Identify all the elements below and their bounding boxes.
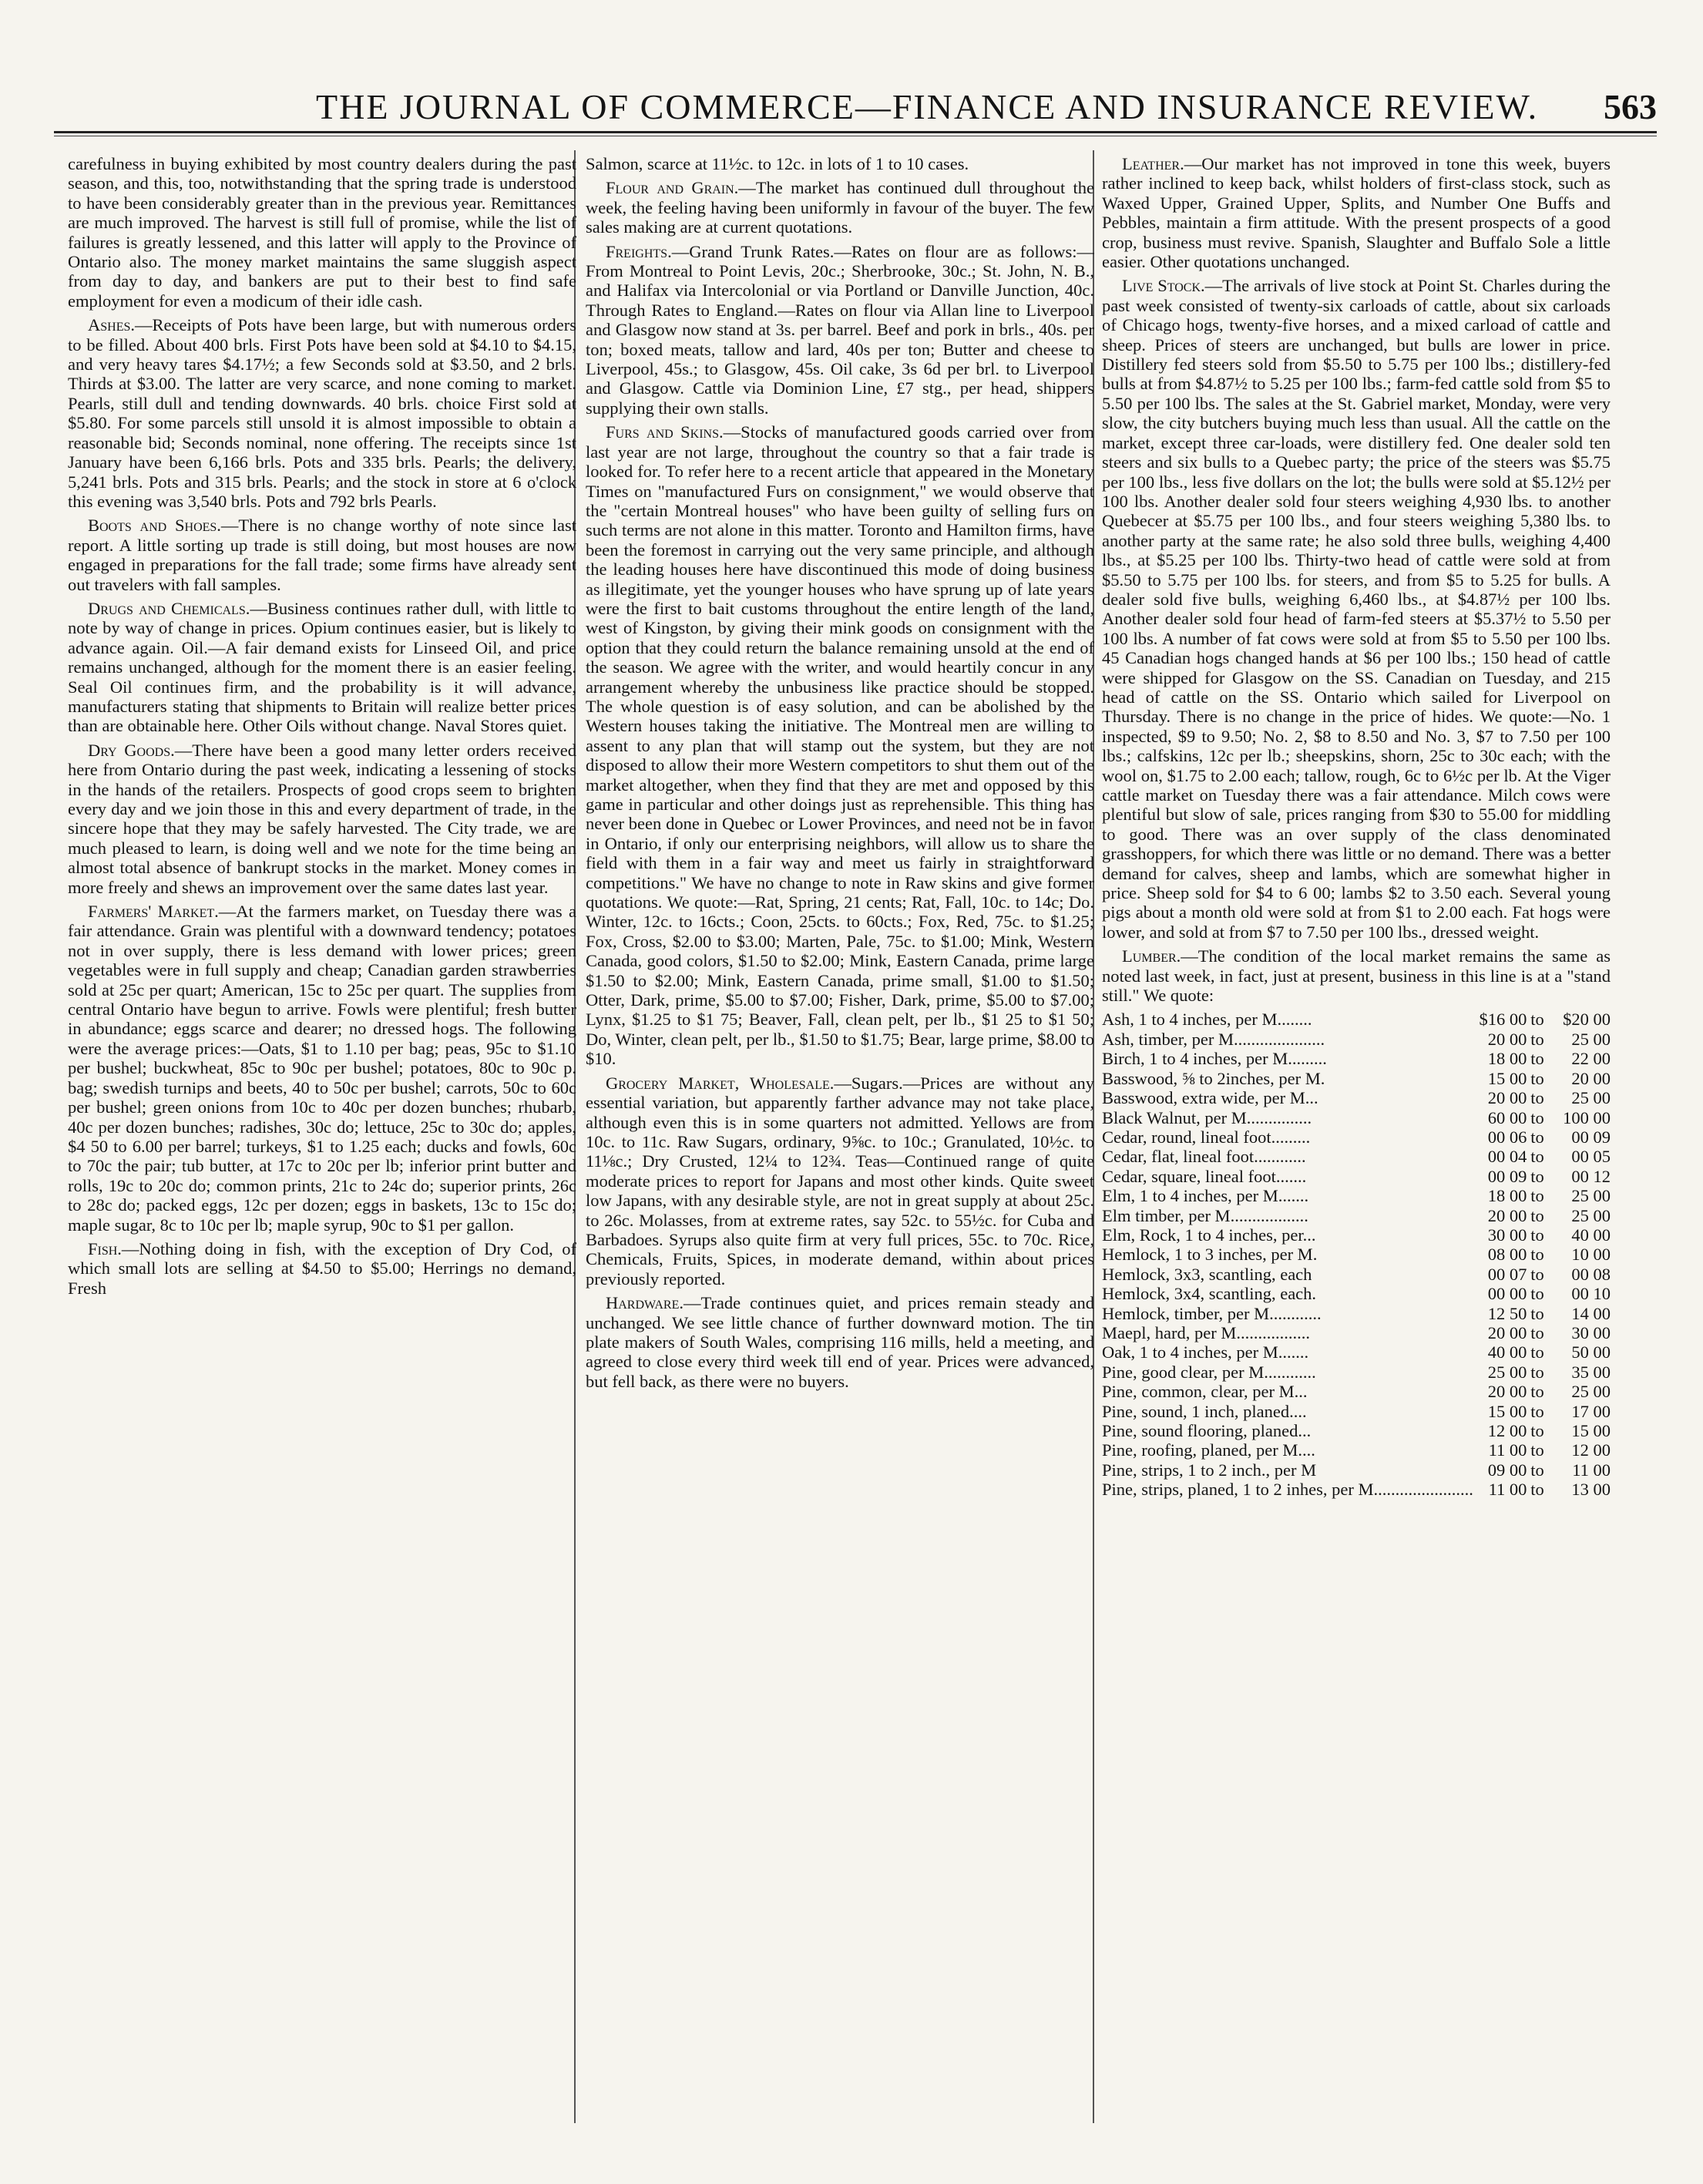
lumber-item: Hemlock, 1 to 3 inches, per M. [1102,1245,1318,1265]
price-to-word: to [1530,1107,1544,1127]
lumber-row [1102,1186,1611,1205]
lumber-item: Pine, good clear, per M............ [1102,1362,1316,1382]
price-from: 11 00 [1488,1440,1527,1460]
price-to-word: to [1530,1225,1544,1245]
price-from: 08 00 [1487,1245,1527,1265]
lumber-row [1102,1010,1611,1029]
lumber-row [1102,1167,1611,1186]
price-from: 20 00 [1487,1205,1527,1225]
price-to-word: to [1530,1303,1544,1323]
price-to-word: to [1530,1010,1544,1030]
price-to: 35 00 [1571,1362,1611,1382]
page-number: 563 [1604,87,1657,126]
price-from: 00 06 [1487,1127,1527,1147]
lumber-row [1102,1323,1611,1342]
price-to: 15 00 [1571,1421,1611,1440]
price-to-word: to [1530,1284,1544,1304]
livestock-paragraph [1102,276,1611,942]
price-to: $20 00 [1563,1010,1611,1030]
boots-paragraph [68,516,576,594]
header-rule [54,131,1657,133]
price-to: 11 00 [1572,1460,1611,1480]
lumber-item: Elm, 1 to 4 inches, per M....... [1102,1186,1309,1206]
lumber-item: Ash, timber, per M..................... [1102,1029,1325,1049]
lumber-item: Pine, strips, 1 to 2 inch., per M [1102,1460,1317,1480]
section-text: The market has continued dull throughout the week, the feeling having been uniformly in favour of the buyer. The few sales making are at current quotations. [586,178,1094,237]
lumber-paragraph [1102,946,1611,1005]
price-from: 12 50 [1487,1303,1527,1323]
price-to: 13 00 [1571,1480,1611,1500]
lumber-row [1102,1049,1611,1068]
price-from: 30 00 [1487,1225,1527,1245]
lumber-item: Basswood, extra wide, per M... [1102,1088,1318,1108]
lumber-item: Oak, 1 to 4 inches, per M....... [1102,1342,1309,1362]
lumber-row [1102,1284,1611,1303]
page-header [54,86,1657,148]
price-from: 60 00 [1487,1107,1527,1127]
price-to: 50 00 [1571,1342,1611,1362]
lumber-row [1102,1362,1611,1382]
lumber-item: Elm, Rock, 1 to 4 inches, per... [1102,1225,1316,1245]
price-to: 40 00 [1571,1225,1611,1245]
price-to: 25 00 [1571,1186,1611,1206]
price-to: 00 09 [1571,1127,1611,1147]
price-to-word: to [1530,1342,1544,1362]
drugs-paragraph [68,599,576,736]
price-from: 20 00 [1487,1088,1527,1108]
price-to-word: to [1530,1166,1544,1186]
section-heading: Farmers' Market.— [88,902,237,922]
ashes-paragraph [68,315,576,511]
lumber-row [1102,1402,1611,1421]
section-text: Trade continues quiet, and prices remain steady and unchanged. We see little chance of further downward motion. The tin plate makers of South Wales, comprising 116 mills, held a meeting, and agreed to close every third week till end of year. Prices were advanced, but fell back, as there were no buyers. [586,1293,1094,1391]
price-from: 09 00 [1487,1460,1527,1480]
section-heading: Boots and Shoes.— [88,516,239,536]
salmon-paragraph: Salmon, scarce at 11½c. to 12c. in lots of 1 to 10 cases. [586,154,969,173]
price-to-word: to [1530,1068,1544,1088]
lumber-item: Hemlock, 3x3, scantling, each [1102,1264,1312,1284]
price-from: 15 00 [1487,1068,1527,1088]
column-3 [1102,154,1611,2158]
lumber-item: Pine, common, clear, per M... [1102,1382,1308,1402]
section-text: The condition of the local market remains the same as noted last week, in fact, just at present, business in this line is at a "stand still." We quote: [1102,946,1611,1006]
price-to: 00 05 [1571,1147,1611,1167]
price-from: 00 07 [1487,1264,1527,1284]
section-heading: Grocery Market, Wholesale.— [606,1073,852,1093]
price-to: 22 00 [1571,1049,1611,1069]
section-text: Sugars.—Prices are without any essential variation, but apparently farther advance may not take place, although even this is in some quarters not admitted. Yellows are from 10c. to 11c. Raw Sugars, ordinary, 9⅝c. to 10c.; Granulated, 10½c. to 11⅛c.; Dry Crusted, 12¼ to 12¾. Teas—Continued range of quite moderate prices to report for Japans and most other kinds. Quite sweet low Japans, with any desirable style, are not in great supply at about 25c. to 26c. Molasses, from at extreme rates, say 52c. to 55½c. for Cuba and Barbadoes. Syrups also quite firm at very full prices, 55c. to 70c. Rice, Chemicals, Fruits, Spices, in moderate demand, within about prices previously reported. [586,1073,1094,1289]
section-heading: Live Stock.— [1122,276,1223,296]
price-to-word: to [1530,1421,1544,1440]
grocery-paragraph [586,1074,1094,1289]
price-to-word: to [1530,1460,1544,1480]
section-text: Business continues rather dull, with little to note by way of change in prices. Opium continues easier, but is likely to advance again. Oil.—A fair demand exists for Linseed Oil, and price remains unchanged, although for the moment there is an easier feeling. Seal Oil continues firm, and the probability is it will advance, manufacturers stating that shipments to Britain will realize better prices than are obtainable here. Other Oils without change. Naval Stores quiet. [68,598,576,736]
section-text: Grand Trunk Rates.—Rates on flour are as follows:—From Montreal to Point Levis, 20c.; Sherbrooke, 30c.; St. John, N. B., and Halifax via Intercolonial or via Portland or Danville Junction, 40c. Through Rates to England.—Rates on flour via Allan line to Liverpool and Glasgow now stand at 3s. per barrel. Beef and pork in brls., 40s. per ton; boxed meats, tallow and lard, 40s per ton; Butter and cheese to Liverpool, 45s.; to Glasgow, 45s. Oil cake, 3s 6d per brl. to Liverpool and Glasgow. Cattle via Dominion Line, £7 stg., per head, shippers supplying their own stalls. [586,241,1094,418]
price-to-word: to [1530,1186,1544,1206]
leather-paragraph [1102,154,1611,271]
price-from: 15 00 [1487,1401,1527,1421]
lumber-item: Ash, 1 to 4 inches, per M........ [1102,1010,1312,1030]
section-text: At the farmers market, on Tuesday there was a fair attendance. Grain was plentiful with a downward tendency; potatoes not in over supply, there is less demand with lower prices; green vegetables were in full supply and cheap; Canadian garden strawberries sold at 25c per quart; American, 15c to 25c per quart. The supplies from central Ontario have begun to arrive. Fowls were plentiful; fresh butter in abundance; eggs scarce and dearer; no dressed hogs. The following were the average prices:—Oats, $1 to 1.10 per bag; peas, 95c to $1.10 per bushel; buckwheat, 85c to 90c per bushel; potatoes, 80c to 90c p. bag; swedish turnips and beets, 40 to 50c per bushel; carrots, 50c to 60c per bushel; green onions from 10c to 40c per dozen bunches; rhubarb, 40c per dozen bunches; radishes, 30c do; lettuce, 25c to 30c do; apples, $4 50 to 6.00 per barrel; turkeys, $1 to 1.25 each; ducks and fowls, 60c to 70c the pair; tub butter, at 17c to 20c per lb; inferior print butter and rolls, 19c to 20c do; common prints, 21c to 24c do; superior prints, 26c to 28c do; packed eggs, 12c per dozen; eggs in baskets, 13c to 15c do; maple sugar, 8c to 10c per lb; maple syrup, 90c to $1 per gallon. [68,902,576,1235]
lumber-item: Elm timber, per M.................. [1102,1205,1308,1225]
lumber-item: Pine, sound, 1 inch, planed.... [1102,1401,1307,1421]
furs-paragraph [586,422,1094,1068]
price-from: 20 00 [1487,1029,1527,1049]
price-from: 40 00 [1487,1342,1527,1362]
section-text: There is no change worthy of note since last report. A little sorting up trade is still doing, but most houses are now engaged in preparations for the fall trade; some firms have already sent out travelers with fall samples. [68,516,576,594]
price-from: 20 00 [1487,1382,1527,1402]
lumber-item: Cedar, flat, lineal foot............ [1102,1147,1306,1167]
section-text: Nothing doing in fish, with the exception of Dry Cod, of which small lots are selling at $4.50 to $5.00; Herrings no demand, Fresh [68,1238,576,1298]
price-to: 20 00 [1571,1068,1611,1088]
section-heading: Lumber.— [1122,946,1198,966]
section-text: Receipts of Pots have been large, but with numerous orders to be filled. About 400 brls. First Pots have been sold at $4.10 to $4.15, and very heavy tares $4.17½; a few Seconds sold at $3.50, and 2 brls. Thirds at $3.00. The latter are very scarce, and none coming to market. Pearls, still dull and tending downwards. 40 brls. choice First sold at $5.80. For some parcels still unsold it is almost impossible to obtain a reasonable bid; Seconds nominal, none offering. The receipts since 1st January have been 6,166 brls. Pots and 335 brls. Pearls; the delivery, 5,241 brls. Pots and 315 brls. Pearls; and the stock in store at 6 o'clock this evening was 3,540 brls. Pots and 792 brls Pearls. [68,315,576,511]
farmers-paragraph [68,902,576,1235]
lumber-item: Birch, 1 to 4 inches, per M......... [1102,1049,1327,1069]
price-to-word: to [1530,1245,1544,1265]
price-to: 00 08 [1571,1264,1611,1284]
lumber-item: Hemlock, timber, per M............ [1102,1303,1322,1323]
lumber-row [1102,1147,1611,1166]
price-from: 11 00 [1488,1480,1527,1500]
section-heading: Hardware.— [606,1293,701,1313]
price-from: $16 00 [1479,1010,1527,1030]
lumber-item: Basswood, ⅝ to 2inches, per M. [1102,1068,1325,1088]
section-heading: Flour and Grain.— [606,178,756,198]
price-to: 14 00 [1571,1303,1611,1323]
section-text: The arrivals of live stock at Point St. Charles during the past week consisted of twenty-six carloads of cattle, about six carloads of Chicago hogs, twenty-five horses, and a mixed carload of cattle and sheep. Prices of steers are unchanged, but bulls are lower in price. Distillery fed steers sold from $5.50 to 5.75 per 100 lbs.; distillery-fed bulls at from $4.87½ to 5.25 per 100 lbs.; farm-fed cattle sold from $5 to 5.50 per 100 lbs. The sales at the St. Gabriel market, Monday, were very slow, the city butchers buying much less than usual. All the cattle on the market, except three car-loads, were distillery fed. One dealer sold ten steers and six bulls to a Quebec party; the price of the steers was $5.75 per 100 lbs., less five dollars on the lot; the bulls were sold at $5.12½ per 100 lbs. Another dealer sold four steers weighing 4,930 lbs. to another Quebecer at $5.75 per 100 lbs., and four steers weighing 5,380 lbs. to another party at the same rate; he also sold three bulls, weighing 4,400 lbs., at $5.25 per 100 lbs. Thirty-two head of cattle were sold at from $5.50 to 5.75 per 100 lbs. for steers, and from $5 to 5.25 for bulls. A dealer sold five bulls, weighing 6,460 lbs., at $4.87½ per 100 lbs. Another dealer sold four head of farm-fed steers at $5.37½ to 5.50 per 100 lbs. A number of fat cows were sold at from $5 to 5.50 per 100 lbs. 45 Canadian hogs changed hands at $6 per 100 lbs.; 150 head of cattle were shipped for Glasgow on the SS. Canadian on Tuesday, and 215 head of cattle on the SS. Ontario which sailed for Liverpool on Thursday. There is no change in the price of hides. We quote:—No. 1 inspected, $9 to 9.50; No. 2, $8 to 8.50 and No. 3, $7 to 7.50 per 100 lbs.; calfskins, 12c per lb.; sheepskins, shorn, 25c to 30c each; with the wool on, $1.75 to 2.00 each; tallow, rough, 6c to 6½c per lb. At the Viger cattle market on Tuesday there was a fair attendance. Milch cows were plentiful but slow of sale, prices ranging from $30 to 55.00 for middling to good. There was an over supply of the class denominated grasshoppers, for which there was little or no demand. There was a better demand for calves, sheep and lambs, which are somewhat higher in price. Sheep sold for $4 to 6 00; lambs $2 to 3.50 each. Several young pigs about a month old were sold at from $1 to 2.00 each. Fat hogs were lower, and sold at from $7 to 7.50 per 100 lbs., dressed weight. [1102,276,1611,942]
lumber-item: Cedar, round, lineal foot......... [1102,1127,1311,1147]
dry-goods-paragraph [68,741,576,897]
lumber-row [1102,1421,1611,1440]
freights-paragraph [586,242,1094,418]
price-from: 00 09 [1487,1166,1527,1186]
fish-paragraph [68,1239,576,1298]
lumber-row [1102,1088,1611,1107]
lumber-row [1102,1127,1611,1147]
lumber-price-table [1102,1010,1611,1499]
lumber-row [1102,1108,1611,1127]
lumber-row [1102,1206,1611,1225]
lumber-item: Pine, sound flooring, planed... [1102,1421,1312,1440]
section-heading: Ashes.— [88,315,153,335]
lumber-row [1102,1265,1611,1284]
price-to: 100 00 [1563,1107,1611,1127]
price-to: 30 00 [1571,1322,1611,1342]
lumber-row [1102,1030,1611,1049]
price-from: 00 04 [1487,1147,1527,1167]
price-to-word: to [1530,1127,1544,1147]
lumber-row [1102,1225,1611,1245]
price-to-word: to [1530,1205,1544,1225]
price-to-word: to [1530,1264,1544,1284]
lumber-item: Cedar, square, lineal foot....... [1102,1166,1307,1186]
price-to: 25 00 [1571,1382,1611,1402]
column-1 [68,154,576,2158]
intro-paragraph: carefulness in buying exhibited by most country dealers during the past season, and this, too, notwithstanding that the spring trade is understood to have been considerably greater than in the previous year. Remittances are much improved. The harvest is still full of promise, while the list of failures is greatly lessened, and this latter will apply to the Province of Ontario also. The money market maintains the same sluggish aspect from day to day, and bankers are put to their best to find safe employment for even a modicum of their idle cash. [68,154,576,311]
section-text: Stocks of manufactured goods carried over from last year are not large, throughout the country so that a fair trade is looked for. To refer here to a recent article that appeared in the Monetary Times on "manufactured Furs on consignment," we would observe that the "certain Montreal houses" who have been guilty of selling furs on such terms are not alone in this matter. Toronto and Hamilton firms, have been the foremost in carrying out the very same principle, and although the leading houses here have discontinued this mode of doing business as illegitimate, yet the younger houses who have sprung up of late years were the first to bait customs throughout the entire length of the land, west of Kingston, by giving their mink goods on consignment with the option that they could return the balance remaining unsold at the end of the season. We agree with the writer, and would heartily concur in any arrangement whereby the unbusiness like practice should be stopped. The whole question is of easy solution, and can be abolished by the Western houses taking the initiative. The Montreal men are willing to assent to any plan that will stamp out the system, but they are not disposed to allow their more Western competitors to shut them out of the market altogether, when they find that they are met and opposed by this game in particular and other doings just as reprehensible. This thing has never been done in Quebec or Lower Provinces, and need not be in favor in Ontario, if only our enterprising neighbors, will allow us to share the field with them in a fair way and meet us fairly in straightforward competitions." We have no change to note in Raw skins and give former quotations. We quote:—Rat, Spring, 21 cents; Rat, Fall, 10c. to 14c; Do. Winter, 12c. to 16cts.; Coon, 25cts. to 60cts.; Fox, Red, 75c. to $1.25; Fox, Cross, $2.00 to $3.00; Marten, Pale, 75c. to $1.00; Mink, Western Canada, good colors, $1.50 to $2.00; Mink, Eastern Canada, prime large $1.50 to $2.00; Mink, Eastern Canada, prime small, $1.00 to $1.50; Otter, Dark, prime, $5.00 to $7.00; Fisher, Dark, prime, $5.00 to $7.00; Lynx, $1.25 to $1 75; Beaver, Fall, clean pelt, per lb., $1 25 to $1 50; Do, Winter, clean pelt, per lb., $1.50 to $1.75; Bear, large prime, $8.00 to $10. [586,422,1094,1069]
column-2 [586,154,1094,2158]
price-from: 18 00 [1487,1049,1527,1069]
lumber-item: Pine, roofing, planed, per M.... [1102,1440,1315,1460]
price-to: 25 00 [1571,1088,1611,1108]
lumber-row [1102,1480,1611,1499]
lumber-row [1102,1460,1611,1480]
lumber-row [1102,1342,1611,1362]
section-heading: Drugs and Chemicals.— [88,598,267,618]
price-to: 25 00 [1571,1205,1611,1225]
section-text: Our market has not improved in tone this week, buyers rather inclined to keep back, whilst holders of first-class stock, such as Waxed Upper, Grained Upper, Splits, and Number One Buffs and Pebbles, maintain a firm attitude. With the present prospects of a good crop, business must revive. Spanish, Slaughter and Buffalo Sole a little easier. Other quotations unchanged. [1102,154,1611,272]
price-from: 18 00 [1487,1186,1527,1206]
section-heading: Leather.— [1122,154,1202,173]
price-to-word: to [1530,1440,1544,1460]
section-heading: Fish.— [88,1238,139,1258]
price-to: 17 00 [1571,1401,1611,1421]
price-to-word: to [1530,1147,1544,1167]
price-to-word: to [1530,1401,1544,1421]
lumber-item: Pine, strips, planed, 1 to 2 inhes, per M....................... [1102,1480,1473,1500]
section-heading: Freights.— [606,241,690,261]
price-to: 00 10 [1571,1284,1611,1304]
price-to-word: to [1530,1480,1544,1500]
price-from: 00 00 [1487,1284,1527,1304]
price-from: 25 00 [1487,1362,1527,1382]
price-to-word: to [1530,1382,1544,1402]
lumber-row [1102,1440,1611,1460]
section-heading: Furs and Skins.— [606,422,741,442]
price-to: 00 12 [1571,1166,1611,1186]
price-to: 12 00 [1571,1440,1611,1460]
price-to: 25 00 [1571,1029,1611,1049]
section-heading: Dry Goods.— [88,740,193,760]
price-to: 10 00 [1571,1245,1611,1265]
lumber-row [1102,1245,1611,1264]
lumber-item: Maepl, hard, per M................. [1102,1322,1310,1342]
price-to-word: to [1530,1029,1544,1049]
price-to-word: to [1530,1049,1544,1069]
lumber-item: Black Walnut, per M............... [1102,1107,1312,1127]
journal-title: THE JOURNAL OF COMMERCE—FINANCE AND INSURANCE REVIEW. [316,87,1539,126]
lumber-item: Hemlock, 3x4, scantling, each. [1102,1284,1317,1304]
flour-paragraph [586,178,1094,237]
section-text: There have been a good many letter orders received here from Ontario during the past week, indicating a lessening of stocks in the hands of the retailers. Prospects of good crops seem to brighten every day and we join those in this and every department of trade, in the sincere hope that they may be safely harvested. The City trade, we are much pleased to learn, is doing well and we note for the time being an almost total absence of bankrupt stocks in the market. Money comes in more freely and shews an improvement over the same dates last year. [68,740,576,897]
price-to-word: to [1530,1322,1544,1342]
lumber-row [1102,1382,1611,1401]
lumber-row [1102,1304,1611,1323]
price-from: 20 00 [1487,1322,1527,1342]
price-to-word: to [1530,1362,1544,1382]
hardware-paragraph [586,1293,1094,1391]
price-to-word: to [1530,1088,1544,1108]
price-from: 12 00 [1487,1421,1527,1440]
lumber-row [1102,1069,1611,1088]
